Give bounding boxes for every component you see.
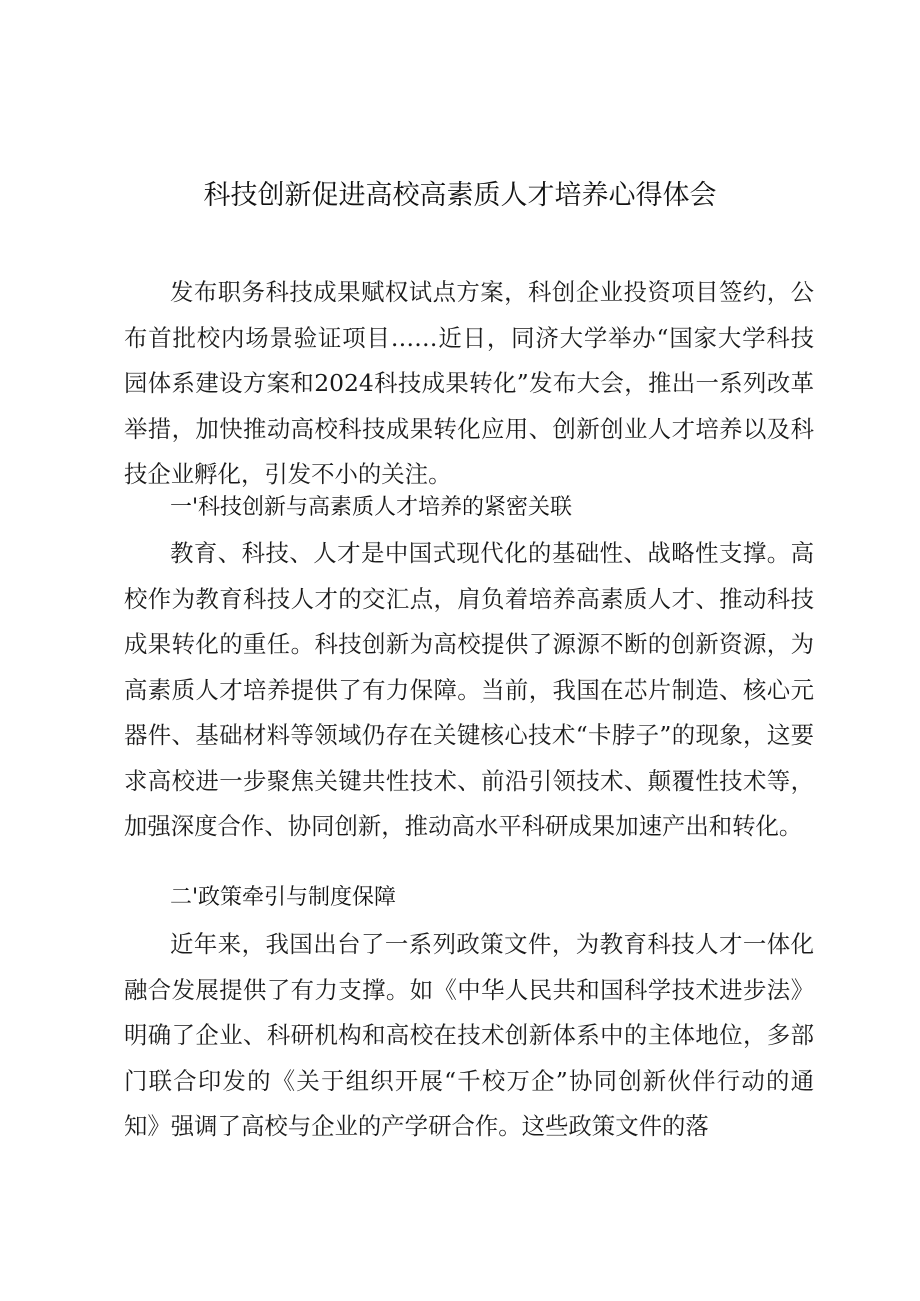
document-title: 科技创新促进高校高素质人才培养心得体会 [203, 180, 717, 211]
section-heading-1: 一'科技创新与高素质人才培养的紧密关联 [170, 495, 573, 520]
body-paragraph-1: 发布职务科技成果赋权试点方案，科创企业投资项目签约，公布首批校内场景验证项目……近日，同济大学举办“国家大学科技园体系建设方案和2024科技成果转化”发布大会，推出一系列改革举措，加快推动高校科技成果转化应用、创新创业人才培养以及科技企业孵化，引发不小的关注。 [124, 278, 814, 488]
section-heading-2: 二'政策牵引与制度保障 [170, 885, 397, 910]
body-paragraph-3: 近年来，我国出台了一系列政策文件，为教育科技人才一体化融合发展提供了有力支撑。如《中华人民共和国科学技术进步法》明确了企业、科研机构和高校在技术创新体系中的主体地位，多部门联合印发的《关于组织开展“千校万企”协同创新伙伴行动的通知》强调了高校与企业的产学研合作。这些政策文件的落 [124, 930, 814, 1140]
body-paragraph-2: 教育、科技、人才是中国式现代化的基础性、战略性支撑。高校作为教育科技人才的交汇点，肩负着培养高素质人才、推动科技成果转化的重任。科技创新为高校提供了源源不断的创新资源，为高素质人才培养提供了有力保障。当前，我国在芯片制造、核心元器件、基础材料等领域仍存在关键核心技术“卡脖子”的现象，这要求高校进一步聚焦关键共性技术、前沿引领技术、颠覆性技术等，加强深度合作、协同创新，推动高水平科研成果加速产出和转化。 [124, 539, 814, 840]
